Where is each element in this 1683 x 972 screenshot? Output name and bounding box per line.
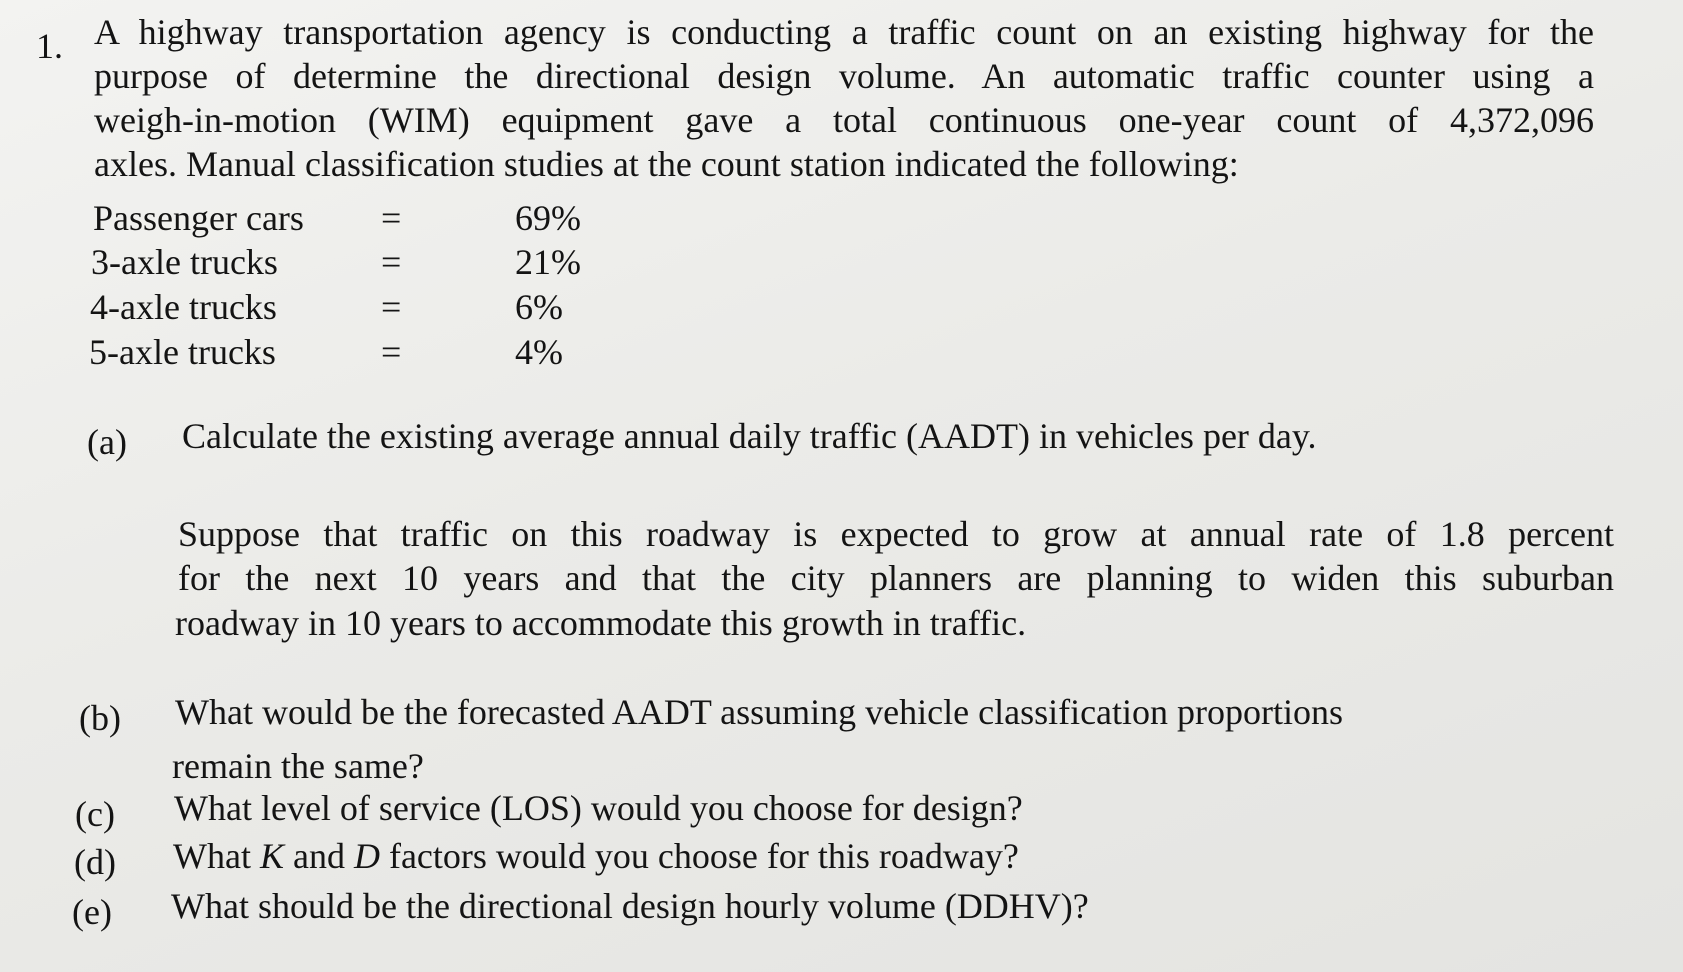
- part-b-marker: (b): [79, 698, 121, 738]
- part-c-marker: (c): [75, 794, 115, 834]
- part-d-text: [173, 834, 1019, 878]
- part-d-text-post: factors would you choose for this roadway?: [379, 836, 1019, 876]
- suppose-line-3: roadway in 10 years to accommodate this growth in traffic.: [175, 603, 1027, 643]
- d-factor-symbol: D: [353, 836, 380, 876]
- class-value: 4%: [515, 332, 563, 372]
- suppose-line-1: Suppose that traffic on this roadway is expected to grow at annual rate of 1.8 percent: [178, 514, 1614, 554]
- k-factor-symbol: K: [259, 836, 284, 876]
- intro-line-3: weigh-in-motion (WIM) equipment gave a total continuous one-year count of 4,372,096: [94, 100, 1594, 140]
- class-value: 21%: [515, 242, 581, 282]
- class-label: 4-axle trucks: [90, 287, 277, 327]
- intro-line-4: axles. Manual classification studies at the count station indicated the following:: [94, 144, 1239, 184]
- part-b-line-1: What would be the forecasted AADT assuming vehicle classification proportions: [175, 692, 1344, 732]
- class-label: 3-axle trucks: [91, 242, 278, 282]
- part-d-marker: (d): [74, 842, 116, 882]
- part-d-text-mid: and: [283, 836, 354, 876]
- part-c-text: What level of service (LOS) would you choose for design?: [174, 788, 1023, 828]
- class-equals: =: [381, 198, 402, 238]
- part-d-text-pre: What: [173, 836, 260, 876]
- class-label: 5-axle trucks: [89, 332, 276, 372]
- intro-line-2: purpose of determine the directional design volume. An automatic traffic counter using a: [94, 56, 1594, 96]
- class-equals: =: [381, 332, 402, 372]
- intro-line-1: A highway transportation agency is conducting a traffic count on an existing highway for the: [94, 12, 1594, 52]
- part-a-marker: (a): [87, 422, 127, 462]
- class-value: 69%: [515, 198, 581, 238]
- class-value: 6%: [515, 287, 563, 327]
- part-b-line-2: remain the same?: [172, 746, 424, 786]
- class-equals: =: [381, 287, 402, 327]
- class-label: Passenger cars: [93, 198, 304, 238]
- part-e-text: What should be the directional design hourly volume (DDHV)?: [171, 886, 1089, 926]
- part-e-marker: (e): [72, 892, 112, 932]
- problem-number: 1.: [36, 26, 63, 66]
- suppose-line-2: for the next 10 years and that the city planners are planning to widen this suburban: [178, 558, 1614, 598]
- class-equals: =: [381, 242, 402, 282]
- part-a-text: Calculate the existing average annual daily traffic (AADT) in vehicles per day.: [182, 416, 1317, 456]
